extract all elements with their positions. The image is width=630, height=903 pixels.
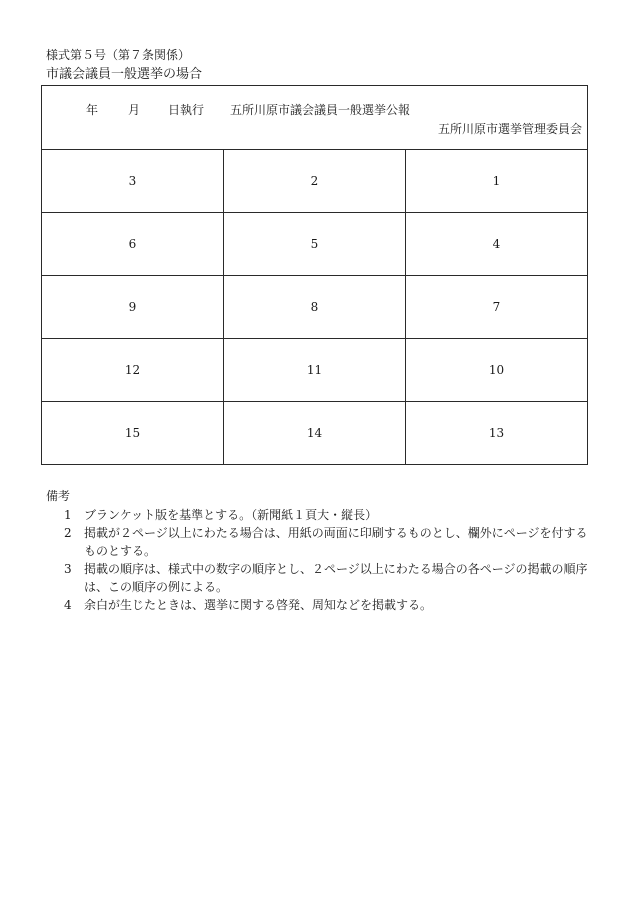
election-date-title-line (86, 102, 410, 118)
order-cell: 14 (224, 402, 406, 465)
note-text: 掲載の順序は、様式中の数字の順序とし、２ページ以上にわたる場合の各ページの掲載の順序は、この順序の例による。 (84, 562, 588, 594)
note-number: 4 (64, 598, 72, 612)
note-text: 余白が生じたときは、選挙に関する啓発、周知などを掲載する。 (84, 598, 433, 612)
order-cell: 7 (406, 276, 588, 339)
order-cell: 6 (42, 213, 224, 276)
issuer-name: 五所川原市選挙管理委員会 (437, 122, 582, 136)
note-item (46, 506, 591, 524)
order-cell: 3 (42, 150, 224, 213)
order-cell: 9 (42, 276, 224, 339)
form-heading: 市議会議員一般選挙の場合 (46, 67, 203, 82)
note-item (46, 560, 591, 596)
order-cell: 4 (406, 213, 588, 276)
order-cell: 1 (406, 150, 588, 213)
grid-row (42, 213, 588, 276)
order-cell: 12 (42, 339, 224, 402)
order-cell: 11 (224, 339, 406, 402)
year-label: 年 (86, 103, 99, 117)
day-label: 日執行 (168, 103, 205, 117)
form-number: 様式第５号（第７条関係） (46, 48, 191, 62)
order-cell: 5 (224, 213, 406, 276)
notes-title: 備考 (46, 489, 71, 503)
grid-row (42, 402, 588, 465)
order-cell: 2 (224, 150, 406, 213)
order-cell: 10 (406, 339, 588, 402)
order-cell: 8 (224, 276, 406, 339)
note-number: 1 (64, 508, 72, 522)
note-item (46, 596, 591, 614)
bulletin-title: 五所川原市議会議員一般選挙公報 (230, 103, 411, 117)
bulletin-header-cell (42, 86, 588, 150)
order-cell: 13 (406, 402, 588, 465)
order-cell: 15 (42, 402, 224, 465)
note-text: ブランケット版を基準とする。（新聞紙１頁大・縦長） (84, 508, 378, 522)
grid-row (42, 276, 588, 339)
notes-section (46, 487, 591, 614)
month-label: 月 (128, 103, 141, 117)
bulletin-layout-table (41, 85, 588, 465)
grid-row (42, 339, 588, 402)
note-number: 2 (64, 526, 72, 540)
note-text: 掲載が２ページ以上にわたる場合は、用紙の両面に印刷するものとし、欄外にページを付するものとする。 (84, 526, 588, 558)
note-number: 3 (64, 562, 72, 576)
header-row (42, 86, 588, 150)
note-item (46, 524, 591, 560)
grid-row (42, 150, 588, 213)
